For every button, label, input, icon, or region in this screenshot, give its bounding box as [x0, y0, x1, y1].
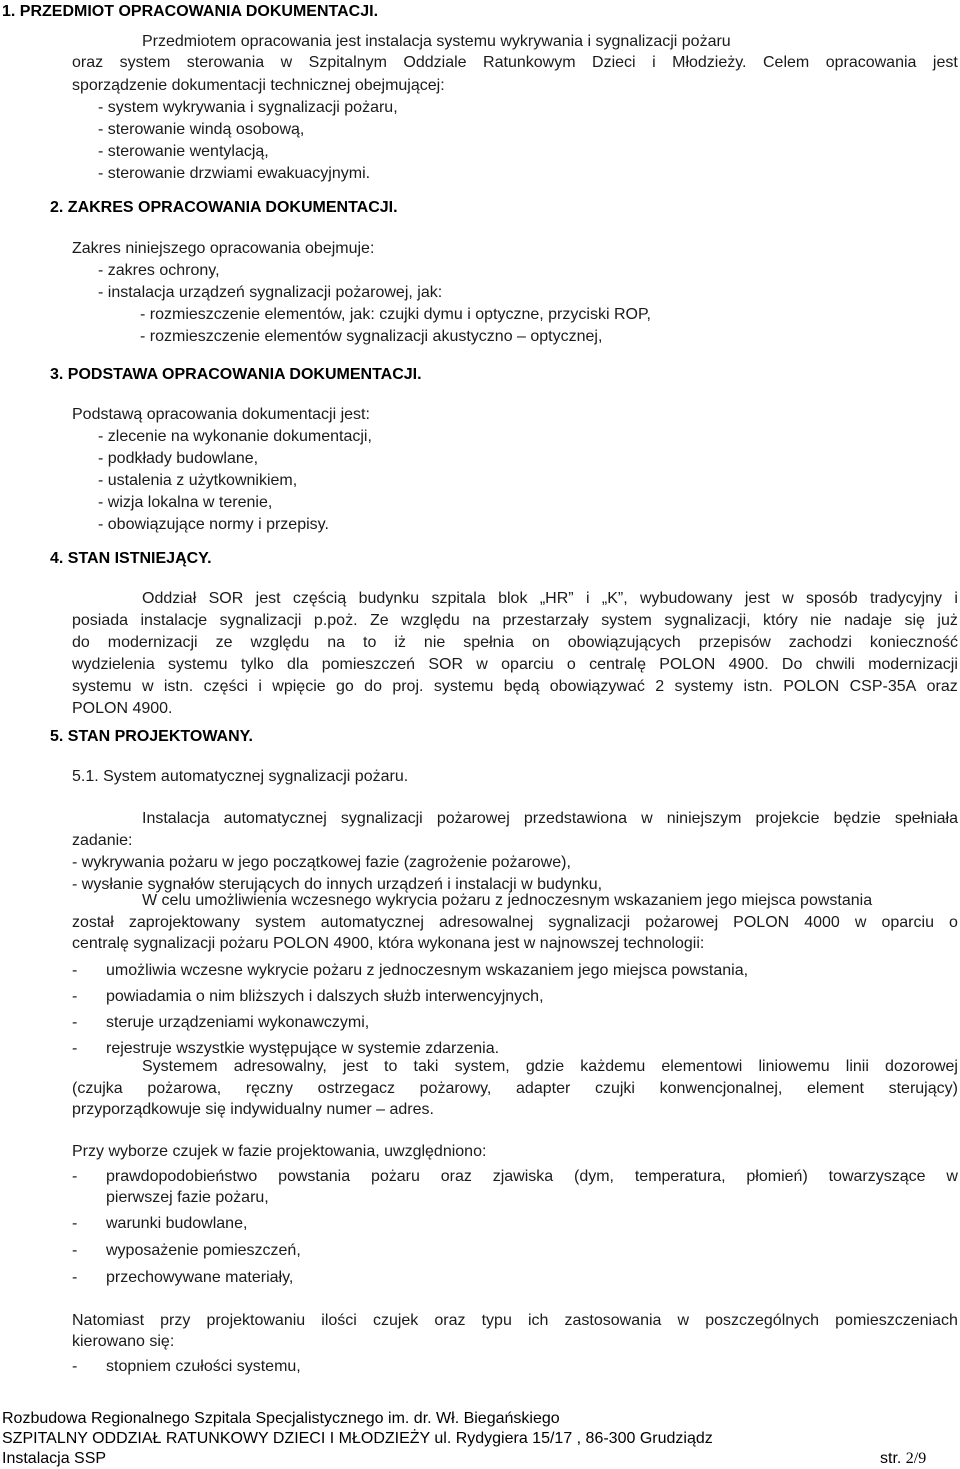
list-item: - sterowanie windą osobową,	[98, 121, 305, 138]
word: liniowemu	[758, 1058, 830, 1075]
word: ich	[527, 1312, 549, 1329]
paragraph-line	[72, 676, 958, 697]
list-item: - sterowanie wentylacją,	[98, 143, 269, 160]
word: względu	[250, 634, 310, 651]
paragraph-line	[72, 1078, 958, 1099]
word: wpięcie	[272, 678, 326, 695]
word: nadaje	[843, 612, 893, 629]
word: w	[854, 914, 867, 931]
word: gdzie	[525, 1058, 565, 1075]
word: który	[763, 612, 798, 629]
footer-address: SZPITALNY ODDZIAŁ RATUNKOWY DZIECI I MŁODZIEŻY ul. Rydygiera 15/17 , 86-300 Grudziądz	[2, 1430, 713, 1447]
word: sterujący)	[888, 1080, 958, 1097]
word: przedstawiona	[523, 810, 627, 827]
word: na	[472, 612, 491, 629]
word: system	[119, 54, 171, 71]
word: typu	[481, 1312, 512, 1329]
list-item: - rozmieszczenie elementów sygnalizacji akustyczno – optycznej,	[140, 328, 603, 345]
word: przy	[160, 1312, 191, 1329]
word: przepisów	[698, 634, 771, 651]
word: oraz	[72, 54, 104, 71]
word: o	[566, 656, 576, 673]
word: obowiązujących	[567, 634, 681, 651]
word: w	[946, 1168, 958, 1185]
word: sygnalizacji	[548, 914, 631, 931]
word: automatycznej	[223, 810, 327, 827]
word: budynku	[358, 590, 420, 607]
word: wydzielenia	[72, 656, 155, 673]
list-item: stopniem czułości systemu,	[106, 1358, 301, 1375]
word: (dym,	[574, 1168, 614, 1185]
word: w	[141, 678, 154, 695]
word: jest	[932, 54, 958, 71]
word: został	[72, 914, 114, 931]
word: tylko	[240, 656, 274, 673]
paragraph-line	[72, 610, 958, 631]
word: będą	[503, 678, 540, 695]
word: niniejszym	[666, 810, 742, 827]
word: CSP-35A	[849, 678, 917, 695]
word: istn.	[163, 678, 194, 695]
list-item: - wysłanie sygnałów sterujących do innych urządzeń i instalacji w budynku,	[72, 876, 603, 893]
word: posiada	[72, 612, 129, 629]
word: automatycznej	[320, 914, 424, 931]
word: „K”,	[601, 590, 628, 607]
word: Młodzieży.	[672, 54, 747, 71]
word: Oddział	[142, 590, 197, 607]
paragraph-line	[72, 1310, 958, 1331]
word: adresowalnej	[439, 914, 534, 931]
word: 4000	[804, 914, 840, 931]
list-item: - zlecenie na wykonanie dokumentacji,	[98, 428, 372, 445]
word: płomień)	[746, 1168, 808, 1185]
word: modernizacji	[868, 656, 958, 673]
word: instalacje	[140, 612, 208, 629]
word: pomieszczeń	[321, 656, 416, 673]
paragraph-line	[142, 588, 958, 609]
paragraph-line	[142, 1056, 958, 1077]
selection-intro: Przy wyborze czujek w fazie projektowania, uwzględniono:	[72, 1143, 487, 1160]
section-1-intro-line: Przedmiotem opracowania jest instalacja systemu wykrywania i sygnalizacji pożaru	[142, 33, 731, 50]
word: pożarowa,	[147, 1080, 222, 1097]
word: to	[384, 1058, 398, 1075]
word: Celem	[762, 54, 810, 71]
word: zachodzi	[788, 634, 852, 651]
word: towarzyszące	[828, 1168, 926, 1185]
word: ilości	[321, 1312, 357, 1329]
list-dash: -	[72, 1215, 78, 1232]
list-item: - system wykrywania i sygnalizacji pożaru,	[98, 99, 398, 116]
word: jest	[255, 590, 281, 607]
word: centralę	[589, 656, 647, 673]
section-3-intro: Podstawą opracowania dokumentacji jest:	[72, 406, 370, 423]
word: już	[937, 612, 958, 629]
list-item: - rozmieszczenie elementów, jak: czujki dymu i optyczne, przyciski ROP,	[140, 306, 651, 323]
list-dash: -	[72, 962, 78, 979]
word: (czujka	[72, 1080, 123, 1097]
word: POLON	[733, 914, 790, 931]
list-item: - ustalenia z użytkownikiem,	[98, 472, 298, 489]
section-2-heading: 2. ZAKRES OPRACOWANIA DOKUMENTACJI.	[50, 199, 398, 216]
list-item: rejestruje wszystkie występujące w systemie zdarzenia.	[106, 1040, 500, 1057]
word: częścią	[292, 590, 347, 607]
list-item: - wizja lokalna w terenie,	[98, 494, 273, 511]
word: Ratunkowym	[483, 54, 576, 71]
word: i	[652, 54, 656, 71]
word: elementowi	[661, 1058, 743, 1075]
list-item: wyposażenie pomieszczeń,	[106, 1242, 301, 1259]
list-dash: -	[72, 1242, 78, 1259]
word: każdemu	[580, 1058, 646, 1075]
word: i	[954, 590, 958, 607]
word: jest	[744, 590, 770, 607]
word: nie	[810, 612, 832, 629]
section-3-heading: 3. PODSTAWA OPRACOWANIA DOKUMENTACJI.	[50, 366, 422, 383]
word: to	[363, 634, 377, 651]
word: sposób	[806, 590, 858, 607]
word: projektowaniu	[206, 1312, 306, 1329]
word: dla	[287, 656, 309, 673]
word: chwili	[815, 656, 855, 673]
word: konieczność	[869, 634, 958, 651]
list-item: - podkłady budowlane,	[98, 450, 259, 467]
paragraph-line	[72, 654, 958, 675]
word: względu	[401, 612, 460, 629]
word: system	[601, 612, 652, 629]
word: ze	[215, 634, 233, 651]
subsection-heading: 5.1. System automatycznej sygnalizacji pożaru.	[72, 768, 409, 785]
word: przestarzały	[502, 612, 589, 629]
paragraph-line	[72, 912, 958, 933]
word: systemy	[674, 678, 734, 695]
word: Natomiast	[72, 1312, 145, 1329]
word: on	[531, 634, 550, 651]
word: obowiązywać	[549, 678, 645, 695]
word: poszczególnych	[705, 1312, 820, 1329]
word: i	[258, 678, 262, 695]
list-item: przechowywane materiały,	[106, 1269, 294, 1286]
word: pożarowej	[645, 914, 719, 931]
word: istn.	[743, 678, 773, 695]
list-item: - sterowanie drzwiami ewakuacyjnymi.	[98, 165, 371, 182]
list-item: - zakres ochrony,	[98, 262, 220, 279]
word: element	[807, 1080, 864, 1097]
word: ręczny	[245, 1080, 293, 1097]
word: sterowania	[186, 54, 265, 71]
word: oraz	[440, 1168, 472, 1185]
section-4-heading: 4. STAN ISTNIEJĄCY.	[50, 550, 212, 567]
word: ostrzegacz	[317, 1080, 395, 1097]
word: system,	[454, 1058, 510, 1075]
paragraph-line: centralę sygnalizacji pożaru POLON 4900, która wykonana jest w najnowszej technologii:	[72, 935, 705, 952]
word: jest	[342, 1058, 368, 1075]
list-item: umożliwia wczesne wykrycie pożaru z jednoczesnym wskazaniem jego miejsca powstania,	[106, 962, 749, 979]
page-number-value: 2/9	[905, 1450, 927, 1467]
word: SOR	[208, 590, 244, 607]
section-5-heading: 5. STAN PROJEKTOWANY.	[50, 728, 253, 745]
word: opracowania	[825, 54, 917, 71]
word: zaprojektowany	[128, 914, 241, 931]
word: blok	[498, 590, 528, 607]
word: systemu	[168, 656, 228, 673]
paragraph-line	[72, 632, 958, 653]
list-item: - wykrywania pożaru w jego początkowej fazie (zagrożenie pożarowe),	[72, 854, 571, 871]
word: Szpitalnym	[308, 54, 387, 71]
paragraph-line: przyporządkowuje się indywidualny numer – adres.	[72, 1101, 434, 1118]
word: 4900.	[728, 656, 769, 673]
list-dash: -	[72, 1014, 78, 1031]
word: pożarowy,	[419, 1080, 492, 1097]
section-1-intro-line: sporządzenie dokumentacji technicznej obejmującej:	[72, 77, 445, 94]
word: Do	[781, 656, 803, 673]
list-dash: -	[72, 1269, 78, 1286]
list-dash: -	[72, 1040, 78, 1057]
word: do	[364, 678, 382, 695]
word: systemu	[72, 678, 132, 695]
word: w	[280, 54, 293, 71]
word: adapter	[516, 1080, 571, 1097]
word: Ze	[369, 612, 389, 629]
footer-document-type: Instalacja SSP	[2, 1450, 107, 1467]
word: temperatura,	[634, 1168, 726, 1185]
list-item	[106, 1166, 958, 1187]
word: sygnalizacji	[219, 612, 302, 629]
word: do	[72, 634, 90, 651]
word: pożaru	[370, 1168, 420, 1185]
paragraph-line: kierowano się:	[72, 1333, 175, 1350]
word: w	[782, 590, 794, 607]
word: Systemem	[142, 1058, 218, 1075]
word: projekcie	[755, 810, 820, 827]
word: tradycyjny	[870, 590, 943, 607]
word: części	[203, 678, 249, 695]
word: pomieszczeniach	[835, 1312, 958, 1329]
word: i	[585, 590, 590, 607]
word: powstania	[278, 1168, 351, 1185]
word: adresowalny,	[233, 1058, 327, 1075]
word: będzie	[833, 810, 881, 827]
word: SOR	[428, 656, 464, 673]
list-dash: -	[72, 988, 78, 1005]
paragraph-line	[142, 808, 958, 829]
word: iż	[394, 634, 406, 651]
list-item: - instalacja urządzeń sygnalizacji pożarowej, jak:	[98, 284, 443, 301]
word: p.poż.	[313, 612, 358, 629]
paragraph-line: zadanie:	[72, 832, 133, 849]
word: czujki	[594, 1080, 635, 1097]
word: spełnia	[463, 634, 514, 651]
word: czujek	[372, 1312, 419, 1329]
word: w	[641, 810, 653, 827]
word: taki	[413, 1058, 439, 1075]
word: spełniała	[894, 810, 958, 827]
word: Instalacja	[142, 810, 210, 827]
paragraph-line: W celu umożliwienia wczesnego wykrycia pożaru z jednoczesnym wskazaniem jego miejsca powstania	[142, 892, 873, 909]
word: w	[476, 656, 488, 673]
list-item: warunki budowlane,	[106, 1215, 248, 1232]
page-label: str.	[880, 1450, 902, 1467]
word: modernizacji	[107, 634, 198, 651]
word: POLON	[783, 678, 840, 695]
word: system	[255, 914, 306, 931]
word: Oddziale	[403, 54, 467, 71]
word: sygnalizacji	[340, 810, 423, 827]
word: oparciu	[501, 656, 554, 673]
word: wybudowany	[640, 590, 733, 607]
word: oraz	[926, 678, 958, 695]
list-item: powiadamia o nim bliższych i dalszych służb interwencyjnych,	[106, 988, 544, 1005]
word: na	[327, 634, 346, 651]
word: zjawiska	[492, 1168, 554, 1185]
word: Dzieci	[592, 54, 636, 71]
word: go	[336, 678, 354, 695]
word: o	[949, 914, 958, 931]
word: POLON	[659, 656, 716, 673]
word: linii	[845, 1058, 869, 1075]
word: się	[904, 612, 925, 629]
word: nie	[423, 634, 446, 651]
word: szpitala	[431, 590, 486, 607]
word: oparciu	[881, 914, 934, 931]
word: zastosowania	[564, 1312, 662, 1329]
word: 2	[655, 678, 665, 695]
word: konwencjonalnej,	[659, 1080, 783, 1097]
word: pożarowej	[436, 810, 510, 827]
section-1-heading: 1. PRZEDMIOT OPRACOWANIA DOKUMENTACJI.	[2, 3, 379, 20]
section-2-intro: Zakres niniejszego opracowania obejmuje:	[72, 240, 375, 257]
section-1-intro-line	[72, 52, 958, 73]
word: „HR”	[539, 590, 574, 607]
list-item: steruje urządzeniami wykonawczymi,	[106, 1014, 370, 1031]
list-dash: -	[72, 1358, 78, 1375]
word: dozorowej	[885, 1058, 958, 1075]
word: oraz	[434, 1312, 466, 1329]
word: prawdopodobieństwo	[106, 1168, 258, 1185]
word: systemu	[433, 678, 494, 695]
word: sygnalizacji,	[664, 612, 751, 629]
list-item-continuation: pierwszej fazie pożaru,	[106, 1189, 269, 1206]
page-number	[880, 1448, 926, 1469]
list-item: - obowiązujące normy i przepisy.	[98, 516, 329, 533]
list-dash: -	[72, 1168, 78, 1185]
word: proj.	[392, 678, 424, 695]
footer-project-title: Rozbudowa Regionalnego Szpitala Specjalistycznego im. dr. Wł. Biegańskiego	[2, 1410, 560, 1427]
paragraph-line: POLON 4900.	[72, 700, 173, 717]
word: w	[677, 1312, 690, 1329]
